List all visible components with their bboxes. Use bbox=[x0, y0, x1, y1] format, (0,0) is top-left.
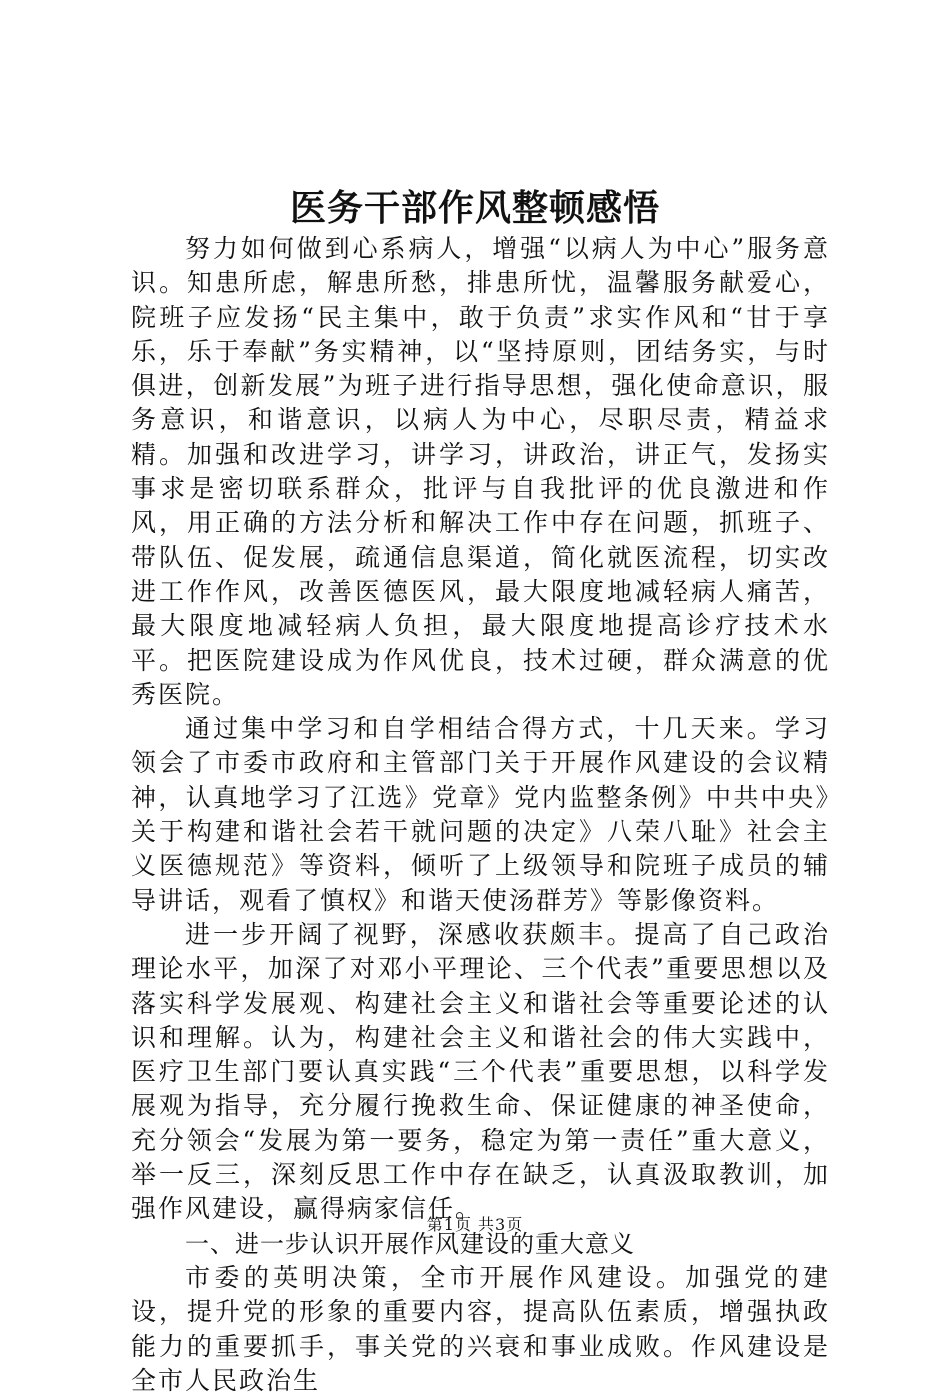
document-title: 医务干部作风整顿感悟 bbox=[289, 187, 660, 229]
page-footer: 第1页 共3页 bbox=[426, 1215, 524, 1234]
paragraph-4: 市委的英明决策，全市开展作风建设。加强党的建设，提升党的形象的重要内容，提高队伍素质，增强执政能力的重要抓手，事关党的兴衰和事业成败。作风建设是全市人民政治生 bbox=[131, 1262, 830, 1395]
section-heading: 一、进一步认识开展作风建设的重大意义 bbox=[185, 1229, 635, 1258]
paragraph-2: 通过集中学习和自学相结合得方式，十几天来。学习领会了市委市政府和主管部门关于开展作风建设的会议精神，认真地学习了江选》党章》党内监整条例》中共中央》关于构建和谐社会若干就问题的决定》八荣八耻》社会主义医德规范》等资料，倾听了上级领导和院班子成员的辅导讲话，观看了慎权》和谐天使汤群芳》等影像资料。 bbox=[131, 714, 830, 915]
paragraph-1: 努力如何做到心系病人，增强“以病人为中心”服务意识。知患所虑，解患所愁，排患所忧，温馨服务献爱心，院班子应发扬“民主集中，敢于负责”求实作风和“甘于享乐，乐于奉献”务实精神，以“坚持原则，团结务实，与时俱进，创新发展”为班子进行指导思想，强化使命意识，服务意识，和谐意识，以病人为中心，尽职尽责，精益求精。加强和改进学习，讲学习，讲政治，讲正气，发扬实事求是密切联系群众，批评与自我批评的优良激进和作风，用正确的方法分析和解决工作中存在问题，抓班子、带队伍、促发展，疏通信息渠道，简化就医流程，切实改进工作作风，改善医德医风，最大限度地减轻病人痛苦，最大限度地减轻病人负担，最大限度地提高诊疗技术水平。把医院建设成为作风优良，技术过硬，群众满意的优秀医院。 bbox=[131, 234, 830, 709]
paragraph-3: 进一步开阔了视野，深感收获颇丰。提高了自己政治理论水平，加深了对邓小平理论、三个代表”重要思想以及落实科学发展观、构建社会主义和谐社会等重要论述的认识和理解。认为，构建社会主义和谐社会的伟大实践中，医疗卫生部门要认真实践“三个代表”重要思想，以科学发展观为指导，充分履行挽救生命、保证健康的神圣使命，充分领会“发展为第一要务，稳定为第一责任”重大意义，举一反三，深刻反思工作中存在缺乏，认真汲取教训，加强作风建设，赢得病家信任。 bbox=[131, 919, 830, 1224]
